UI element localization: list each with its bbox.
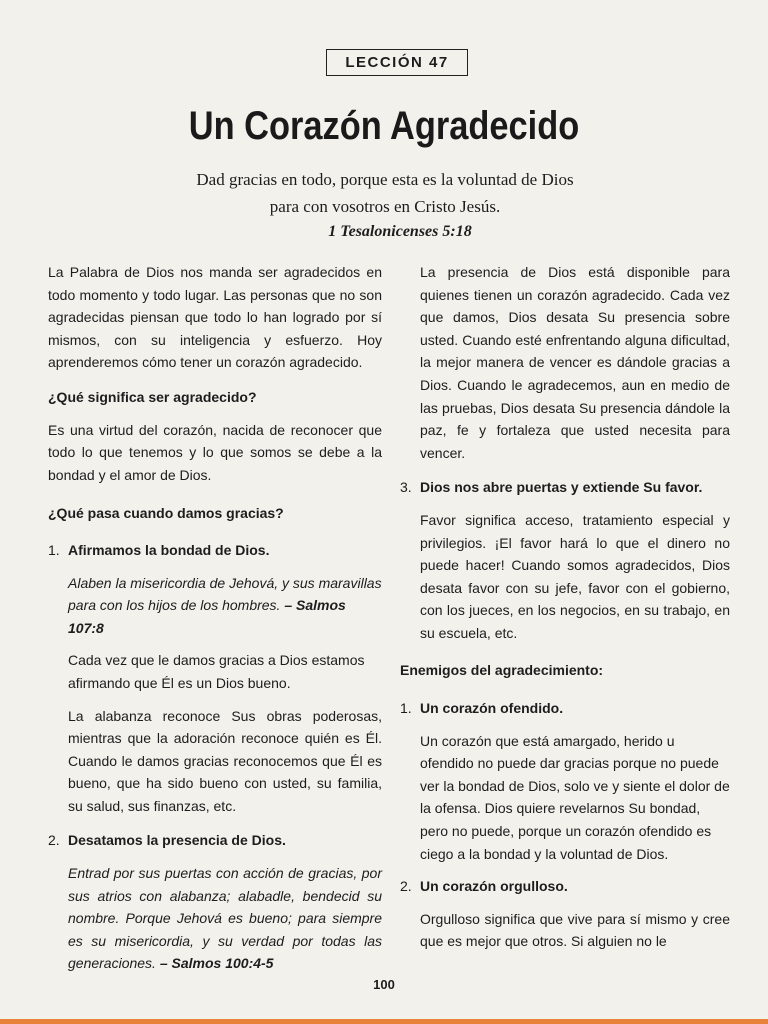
- right-column: [400, 261, 730, 953]
- enemy-item-1-heading: [400, 697, 730, 720]
- question-heading-2: ¿Qué pasa cuando damos gracias?: [48, 505, 284, 522]
- left-column: [48, 261, 382, 975]
- verse-line-1: Dad gracias en todo, porque esta es la voluntad de Dios: [196, 170, 574, 189]
- list-number: 1.: [48, 541, 60, 558]
- list-number: 3.: [400, 479, 412, 496]
- answer-paragraph-1: Es una virtud del corazón, nacida de reconocer que todo lo que tenemos y lo que somos se debe a la bondad y el amor de Dios.: [48, 421, 382, 483]
- list-number: 2.: [48, 832, 60, 849]
- favor-paragraph: Favor significa acceso, tratamiento especial y privilegios. ¡El favor hará lo que el dinero no puede hacer! Cuando somos agradecidos, Dios desata favor con su jefe, favor con el gobierno, con los jueces, en los negocios, en su trabajo, en su escuela, etc.: [420, 511, 730, 641]
- offended-heart-paragraph: Un corazón que está amargado, herido u ofendido no puede dar gracias porque no puede ver la bondad de Dios, solo ve y siente el dolor de la ofensa. Dios quiere revelarnos Su bondad, pero no puede, porque un corazón ofendido es ciego a la bondad y la voluntad de Dios.: [420, 732, 730, 862]
- presence-paragraph: La presencia de Dios está disponible para quienes tienen un corazón agradecido. Cada vez que damos, Dios desata Su presencia sobre usted. Cuando esté enfrentando alguna dificultad, la mejor manera de vencer es dándole gracias a Dios. Cuando le agradecemos, aun en medio de las pruebas, Dios desata Su presencia dándole la paz, fe y fortaleza que usted necesita para vencer.: [420, 264, 730, 461]
- list-item-3-heading: [400, 476, 730, 499]
- list-item-title: Desatamos la presencia de Dios.: [68, 832, 286, 849]
- list-item-title: Un corazón orgulloso.: [420, 878, 568, 895]
- intro-paragraph: La Palabra de Dios nos manda ser agradecidos en todo momento y todo lugar. Las personas que no son agradecidas piensan que todo lo han logrado por sí mismos, con su inteligencia y esfuerzo. Hoy aprenderemos cómo tener un corazón agradecido.: [48, 264, 382, 371]
- item-1-paragraph-1: Cada vez que le damos gracias a Dios estamos afirmando que Él es un Dios bueno.: [68, 652, 365, 691]
- scripture-quote-2: [48, 862, 382, 975]
- enemy-item-2-heading: [400, 875, 730, 898]
- question-heading-1: ¿Qué significa ser agradecido?: [48, 388, 257, 405]
- list-item-title: Dios nos abre puertas y extiende Su favor.: [420, 479, 703, 496]
- verse-reference: 1 Tesalonicenses 5:18: [328, 223, 472, 240]
- enemies-heading: Enemigos del agradecimiento:: [400, 661, 604, 678]
- quote-text: Alaben la misericordia de Jehová, y sus maravillas para con los hijos de los hombres.: [68, 574, 382, 614]
- list-item-title: Un corazón ofendido.: [420, 700, 564, 717]
- list-number: 2.: [400, 878, 412, 895]
- accent-bar: [0, 1019, 768, 1024]
- quote-reference: – Salmos 100:4-5: [159, 955, 274, 972]
- list-number: 1.: [400, 700, 412, 717]
- verse-line-2: para con vosotros en Cristo Jesús.: [269, 197, 501, 216]
- page-number: 100: [373, 977, 395, 992]
- epigraph-verse: [160, 166, 610, 220]
- list-item-1-heading: [48, 539, 382, 562]
- page-title: Un Corazón Agradecido: [188, 104, 580, 148]
- lesson-label: LECCIÓN 47: [326, 49, 468, 76]
- scripture-quote-1: [48, 572, 382, 640]
- item-1-paragraph-2: La alabanza reconoce Sus obras poderosas, mientras que la adoración reconoce quién es Él. Cuando le damos gracias reconocemos que Él es bueno, que ha sido bueno con usted, su familia, su salud, sus finanzas, etc.: [68, 707, 382, 814]
- proud-heart-paragraph: Orgulloso significa que vive para sí mismo y cree que es mejor que otros. Si alguien no le: [420, 910, 730, 950]
- list-item-title: Afirmamos la bondad de Dios.: [68, 541, 270, 558]
- quote-text: Entrad por sus puertas con acción de gracias, por sus atrios con alabanza; alabadle, bendecid su nombre. Porque Jehová es bueno; para siempre es su misericordia, y su verdad por todas las generaciones.: [68, 865, 382, 972]
- list-item-2-heading: [48, 829, 382, 852]
- quote-reference: – Salmos 107:8: [68, 597, 346, 636]
